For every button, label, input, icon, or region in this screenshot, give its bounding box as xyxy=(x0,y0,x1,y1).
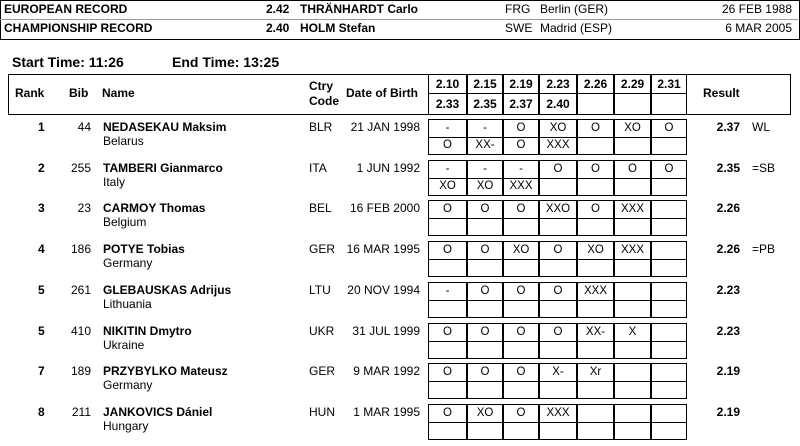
attempt-cell xyxy=(651,282,687,301)
attempt-cell xyxy=(428,342,467,359)
attempt-cell xyxy=(577,219,614,236)
attempt-cell xyxy=(614,179,651,196)
bib: 255 xyxy=(70,161,91,175)
bib: 189 xyxy=(70,364,91,378)
record-label: CHAMPIONSHIP RECORD xyxy=(4,21,153,35)
height-header-cell: 2.40 xyxy=(539,94,577,115)
attempt-cell: O xyxy=(539,323,577,342)
record-country: FRG xyxy=(505,2,531,16)
date-of-birth: 20 NOV 1994 xyxy=(347,283,420,297)
header-code: Code xyxy=(309,94,339,108)
attempt-cell xyxy=(503,382,539,399)
attempt-cell xyxy=(614,404,651,423)
date-of-birth: 1 MAR 1995 xyxy=(353,405,420,419)
attempt-cell xyxy=(651,179,687,196)
attempt-cell: XO xyxy=(503,241,539,260)
header-result: Result xyxy=(703,86,740,100)
attempt-cell: O xyxy=(467,323,503,342)
height-header-cell: 2.33 xyxy=(428,94,467,115)
result: 2.37 xyxy=(716,120,740,134)
attempt-cell xyxy=(651,423,687,440)
rank: 8 xyxy=(38,405,45,419)
attempt-cell: XXX xyxy=(577,282,614,301)
result-note: WL xyxy=(752,120,770,134)
attempt-cell: - xyxy=(428,282,467,301)
athlete-name: PRZYBYLKO Mateusz xyxy=(103,364,228,378)
result: 2.35 xyxy=(716,161,740,175)
date-of-birth: 16 MAR 1995 xyxy=(346,242,420,256)
height-header-cell xyxy=(577,94,614,115)
rank: 1 xyxy=(38,120,45,134)
attempt-cell xyxy=(577,342,614,359)
athlete-country-name: Ukraine xyxy=(103,338,145,352)
rank: 2 xyxy=(38,161,45,175)
attempt-cell xyxy=(577,404,614,423)
header-ctry: Ctry xyxy=(309,79,334,93)
attempt-cell: XXX xyxy=(503,179,539,196)
record-venue: Berlin (GER) xyxy=(540,2,609,16)
attempt-cell: O xyxy=(503,119,539,138)
attempt-cell xyxy=(467,260,503,277)
attempt-cell xyxy=(577,423,614,440)
attempt-cell: O xyxy=(503,200,539,219)
attempt-cell: O xyxy=(428,200,467,219)
attempt-cell: X xyxy=(614,323,651,342)
result: 2.23 xyxy=(716,324,740,338)
attempt-cell: Xr xyxy=(577,363,614,382)
athlete-country-name: Germany xyxy=(103,256,153,270)
attempt-cell xyxy=(539,382,577,399)
attempt-cell: XO xyxy=(467,404,503,423)
header-dob: Date of Birth xyxy=(346,86,418,100)
height-header-cell: 2.26 xyxy=(577,74,614,94)
attempt-cell xyxy=(614,219,651,236)
attempt-cell xyxy=(614,282,651,301)
height-header-cell: 2.10 xyxy=(428,74,467,94)
attempt-cell xyxy=(651,200,687,219)
result: 2.19 xyxy=(716,364,740,378)
height-header-cell: 2.23 xyxy=(539,74,577,94)
attempt-cell xyxy=(577,179,614,196)
attempt-cell xyxy=(651,260,687,277)
attempt-cell xyxy=(539,301,577,318)
athlete-name: CARMOY Thomas xyxy=(103,201,206,215)
country-code: UKR xyxy=(309,324,335,338)
attempt-cell xyxy=(467,219,503,236)
attempt-cell xyxy=(467,423,503,440)
country-code: GER xyxy=(309,364,336,378)
attempt-cell: O xyxy=(428,241,467,260)
attempt-cell xyxy=(614,138,651,155)
attempt-cell: O xyxy=(467,363,503,382)
attempt-cell xyxy=(614,382,651,399)
height-header-cell: 2.29 xyxy=(614,74,651,94)
attempt-cell xyxy=(577,260,614,277)
rank: 7 xyxy=(38,364,45,378)
attempt-cell xyxy=(577,138,614,155)
athlete-name: JANKOVICS Dániel xyxy=(103,405,213,419)
attempt-cell: XO xyxy=(539,119,577,138)
attempt-cell xyxy=(467,301,503,318)
attempt-cell: - xyxy=(467,160,503,179)
athlete-name: GLEBAUSKAS Adrijus xyxy=(103,283,232,297)
attempt-cell: O xyxy=(577,200,614,219)
attempt-cell: XXO xyxy=(539,200,577,219)
result: 2.26 xyxy=(716,242,740,256)
country-code: LTU xyxy=(309,283,331,297)
athlete-country-name: Belarus xyxy=(103,134,144,148)
attempt-cell: O xyxy=(467,282,503,301)
attempt-cell: O xyxy=(614,160,651,179)
record-venue: Madrid (ESP) xyxy=(540,21,613,35)
attempt-cell xyxy=(503,423,539,440)
rank: 3 xyxy=(38,201,45,215)
bib: 211 xyxy=(71,405,91,419)
country-code: BEL xyxy=(309,201,332,215)
date-of-birth: 9 MAR 1992 xyxy=(353,364,420,378)
attempt-cell: XXX xyxy=(539,404,577,423)
attempt-cell xyxy=(539,342,577,359)
attempt-cell xyxy=(428,260,467,277)
attempt-cell xyxy=(651,404,687,423)
date-of-birth: 1 JUN 1992 xyxy=(356,161,420,175)
attempt-cell xyxy=(651,342,687,359)
attempt-cell xyxy=(651,363,687,382)
attempt-cell xyxy=(614,260,651,277)
date-of-birth: 31 JUL 1999 xyxy=(352,324,420,338)
attempt-cell xyxy=(539,179,577,196)
end-time: End Time: 13:25 xyxy=(172,54,280,70)
attempt-cell: O xyxy=(651,160,687,179)
attempt-cell: O xyxy=(539,160,577,179)
attempt-cell xyxy=(467,342,503,359)
athlete-name: NEDASEKAU Maksim xyxy=(103,120,227,134)
athlete-country-name: Lithuania xyxy=(103,297,152,311)
attempt-cell: XXX xyxy=(614,200,651,219)
attempt-cell: XXX xyxy=(614,241,651,260)
height-header-cell: 2.35 xyxy=(467,94,503,115)
attempt-cell: O xyxy=(467,200,503,219)
attempt-cell xyxy=(651,219,687,236)
attempt-cell xyxy=(428,301,467,318)
bib: 23 xyxy=(77,201,91,215)
attempt-cell: - xyxy=(428,119,467,138)
record-country: SWE xyxy=(505,21,533,35)
attempt-cell: - xyxy=(467,119,503,138)
rank: 4 xyxy=(38,242,45,256)
attempt-cell xyxy=(428,423,467,440)
country-code: HUN xyxy=(309,405,335,419)
attempt-cell: O xyxy=(503,323,539,342)
height-header-cell: 2.37 xyxy=(503,94,539,115)
bib: 186 xyxy=(70,242,91,256)
attempt-cell xyxy=(614,301,651,318)
result: 2.26 xyxy=(716,201,740,215)
attempt-cell: O xyxy=(428,404,467,423)
attempt-cell: O xyxy=(503,282,539,301)
rank: 5 xyxy=(38,324,45,338)
athlete-country-name: Germany xyxy=(103,378,153,392)
country-code: BLR xyxy=(309,120,333,134)
attempt-cell: O xyxy=(428,323,467,342)
result: 2.19 xyxy=(716,405,740,419)
height-header-cell: 2.19 xyxy=(503,74,539,94)
attempt-cell xyxy=(503,260,539,277)
attempt-cell xyxy=(503,342,539,359)
date-of-birth: 16 FEB 2000 xyxy=(349,201,420,215)
attempt-cell xyxy=(467,382,503,399)
athlete-name: POTYE Tobias xyxy=(103,242,185,256)
attempt-cell xyxy=(539,423,577,440)
attempt-cell: O xyxy=(503,363,539,382)
attempt-cell: O xyxy=(651,119,687,138)
attempt-cell: XO xyxy=(467,179,503,196)
attempt-cell: O xyxy=(577,160,614,179)
athlete-country-name: Belgium xyxy=(103,215,147,229)
rank: 5 xyxy=(38,283,45,297)
attempt-cell xyxy=(428,219,467,236)
athlete-name: NIKITIN Dmytro xyxy=(103,324,192,338)
attempt-cell: O xyxy=(428,363,467,382)
record-date: 26 FEB 1988 xyxy=(721,2,792,16)
record-mark: 2.42 xyxy=(266,2,290,16)
height-header-cell: 2.31 xyxy=(651,74,687,94)
height-header-cell xyxy=(651,94,687,115)
bib: 410 xyxy=(70,324,91,338)
attempt-cell: O xyxy=(428,138,467,155)
bib: 261 xyxy=(70,283,91,297)
header-bib: Bib xyxy=(69,86,89,100)
attempt-cell xyxy=(614,423,651,440)
attempt-cell: - xyxy=(428,160,467,179)
height-header-cell: 2.15 xyxy=(467,74,503,94)
attempt-cell: XO xyxy=(577,241,614,260)
date-of-birth: 21 JAN 1998 xyxy=(350,120,420,134)
record-label: EUROPEAN RECORD xyxy=(4,2,128,16)
athlete-country-name: Hungary xyxy=(103,419,149,433)
height-header-cell xyxy=(614,94,651,115)
country-code: ITA xyxy=(309,161,327,175)
attempt-cell xyxy=(651,323,687,342)
attempt-cell xyxy=(651,301,687,318)
attempt-cell: XO xyxy=(614,119,651,138)
attempt-cell xyxy=(651,138,687,155)
result-note: =SB xyxy=(752,161,776,175)
start-time: Start Time: 11:26 xyxy=(12,54,124,70)
record-holder: THRÄNHARDT Carlo xyxy=(300,2,418,16)
result-note: =PB xyxy=(752,242,776,256)
attempt-cell: O xyxy=(467,241,503,260)
result: 2.23 xyxy=(716,283,740,297)
attempt-cell xyxy=(577,382,614,399)
attempt-cell xyxy=(503,219,539,236)
attempt-cell: O xyxy=(577,119,614,138)
record-mark: 2.40 xyxy=(266,21,290,35)
record-date: 6 MAR 2005 xyxy=(725,21,792,35)
attempt-cell: XO xyxy=(428,179,467,196)
record-holder: HOLM Stefan xyxy=(300,21,376,35)
attempt-cell: XX- xyxy=(467,138,503,155)
attempt-cell xyxy=(503,301,539,318)
attempt-cell: O xyxy=(539,282,577,301)
attempt-cell: XXX xyxy=(539,138,577,155)
country-code: GER xyxy=(309,242,336,256)
attempt-cell xyxy=(539,260,577,277)
attempt-cell xyxy=(651,241,687,260)
record-row xyxy=(0,19,800,38)
attempt-cell xyxy=(614,342,651,359)
athlete-country-name: Italy xyxy=(103,175,126,189)
record-row xyxy=(0,0,800,19)
attempt-cell xyxy=(428,382,467,399)
bib: 44 xyxy=(77,120,91,134)
header-name: Name xyxy=(102,86,135,100)
attempt-cell xyxy=(651,382,687,399)
header-rank: Rank xyxy=(15,86,45,100)
attempt-cell: XX- xyxy=(577,323,614,342)
attempt-cell xyxy=(577,301,614,318)
attempt-cell: - xyxy=(503,160,539,179)
athlete-name: TAMBERI Gianmarco xyxy=(103,161,223,175)
attempt-cell xyxy=(539,219,577,236)
attempt-cell xyxy=(614,363,651,382)
attempt-cell: O xyxy=(539,241,577,260)
attempt-cell: X- xyxy=(539,363,577,382)
attempt-cell: O xyxy=(503,138,539,155)
attempt-cell: O xyxy=(503,404,539,423)
